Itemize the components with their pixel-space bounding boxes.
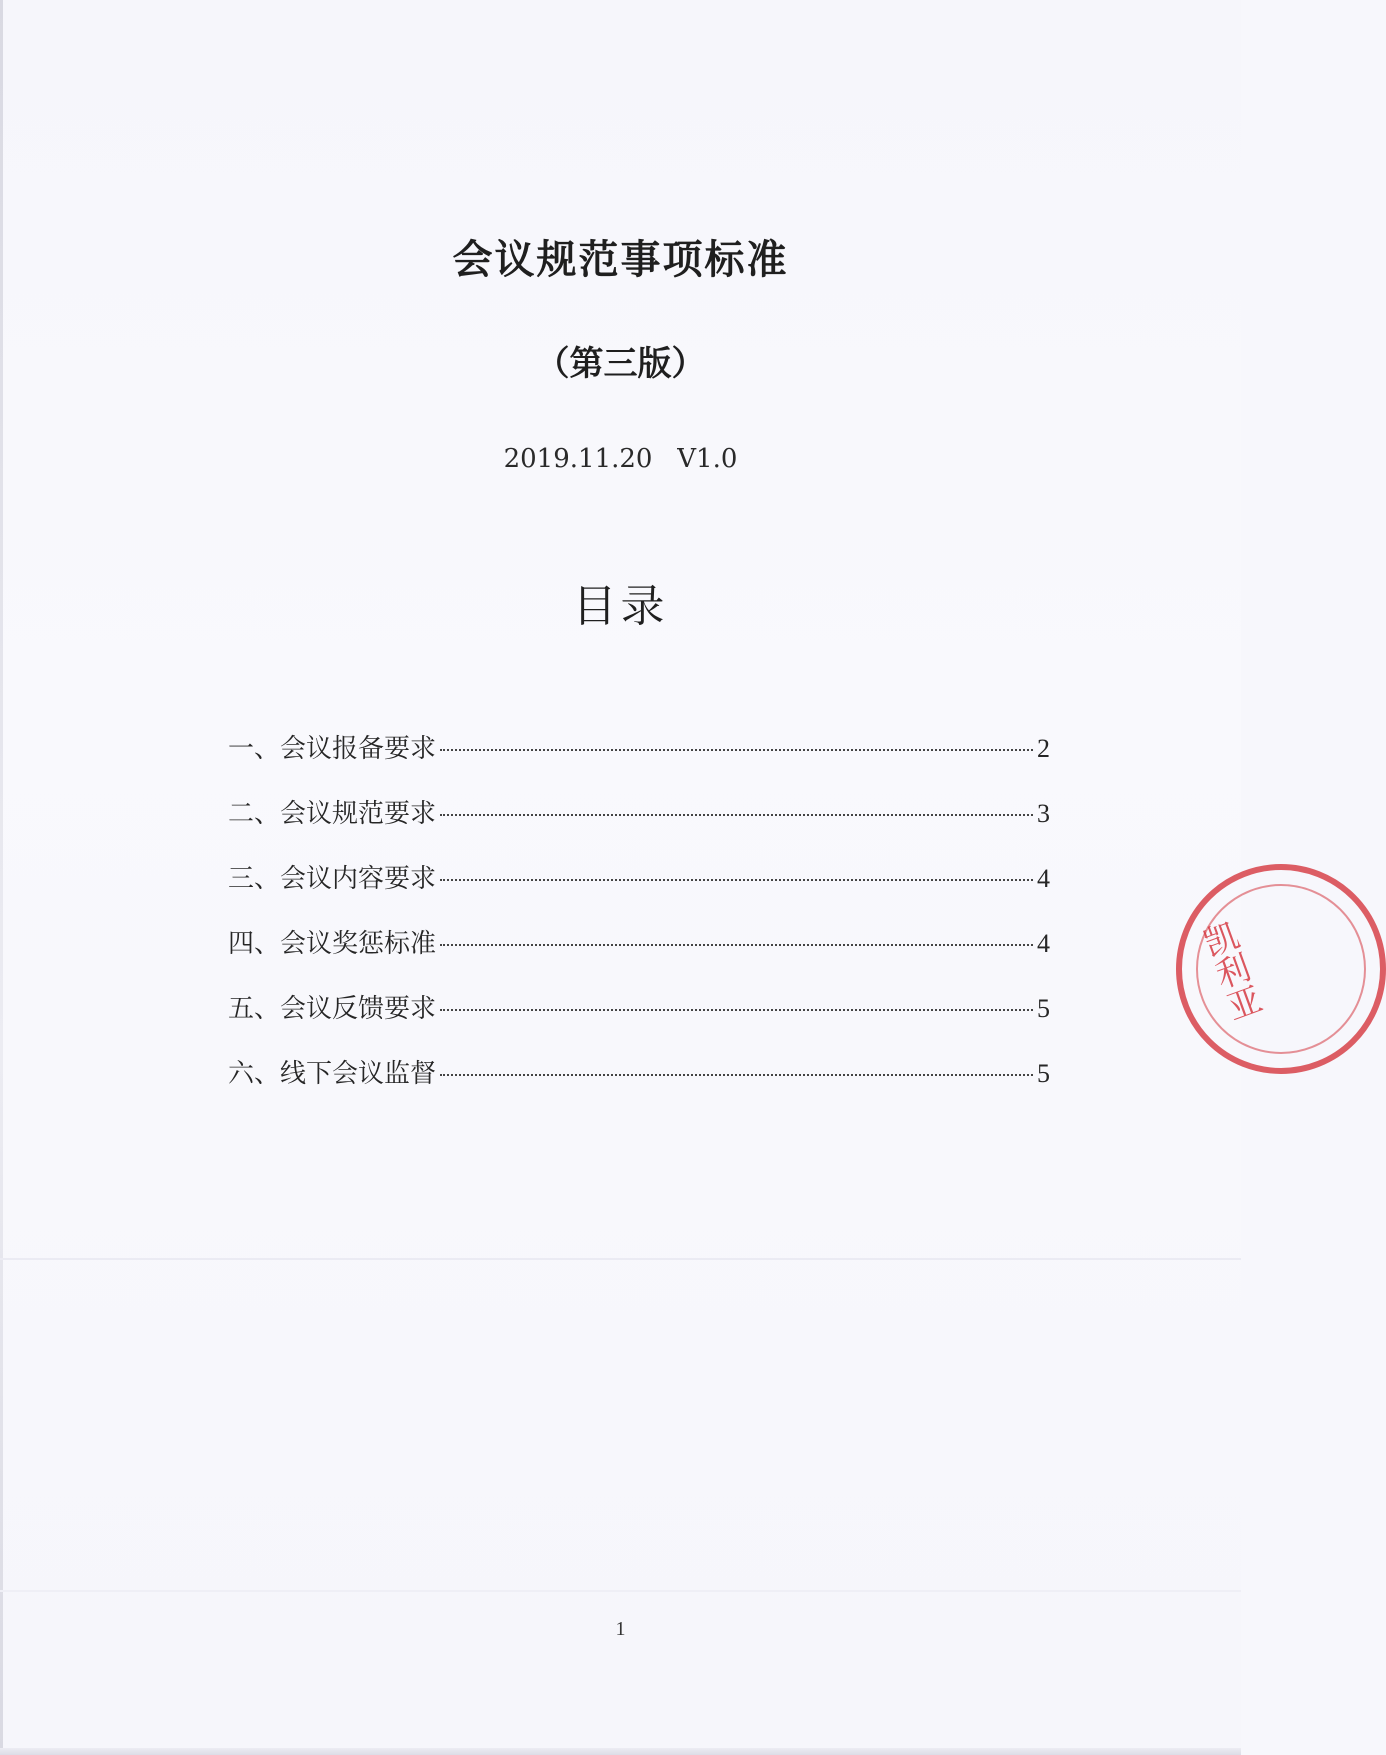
toc-entry-page: 3 (1037, 799, 1050, 828)
toc-entry[interactable] (228, 728, 1050, 793)
toc-entry-page: 4 (1037, 929, 1050, 958)
toc-dot-leader (440, 1074, 1033, 1076)
page-number: 1 (615, 1618, 626, 1640)
toc-entry-page: 2 (1037, 734, 1050, 763)
toc-entry-page: 5 (1037, 994, 1050, 1023)
toc-entry[interactable] (228, 923, 1050, 988)
toc-entry[interactable] (228, 1053, 1050, 1118)
company-seal-stamp (1176, 864, 1386, 1074)
toc-dot-leader (440, 814, 1033, 816)
toc-entry-label: 五、会议反馈要求 (228, 994, 437, 1024)
toc-entry[interactable] (228, 858, 1050, 923)
seal-text: 凯利亚 (1193, 916, 1266, 1027)
toc-entry-label: 一、会议报备要求 (228, 734, 437, 764)
toc-entry[interactable] (228, 988, 1050, 1053)
toc-dot-leader (440, 879, 1033, 881)
toc-dot-leader (440, 749, 1033, 751)
toc-entry-label: 二、会议规范要求 (228, 799, 437, 829)
document-title: 会议规范事项标准 (452, 237, 789, 283)
document-edition: （第三版） (535, 344, 706, 384)
table-of-contents (228, 728, 1050, 1118)
toc-entry-page: 5 (1037, 1059, 1050, 1088)
toc-heading: 目录 (572, 581, 669, 632)
toc-dot-leader (440, 1009, 1033, 1011)
version-line: 2019.11.20 V1.0 (503, 444, 738, 474)
toc-entry-label: 三、会议内容要求 (228, 864, 437, 894)
toc-entry-label: 四、会议奖惩标准 (228, 929, 437, 959)
toc-entry[interactable] (228, 793, 1050, 858)
toc-dot-leader (440, 944, 1033, 946)
toc-entry-page: 4 (1037, 864, 1050, 893)
toc-entry-label: 六、线下会议监督 (228, 1059, 437, 1089)
